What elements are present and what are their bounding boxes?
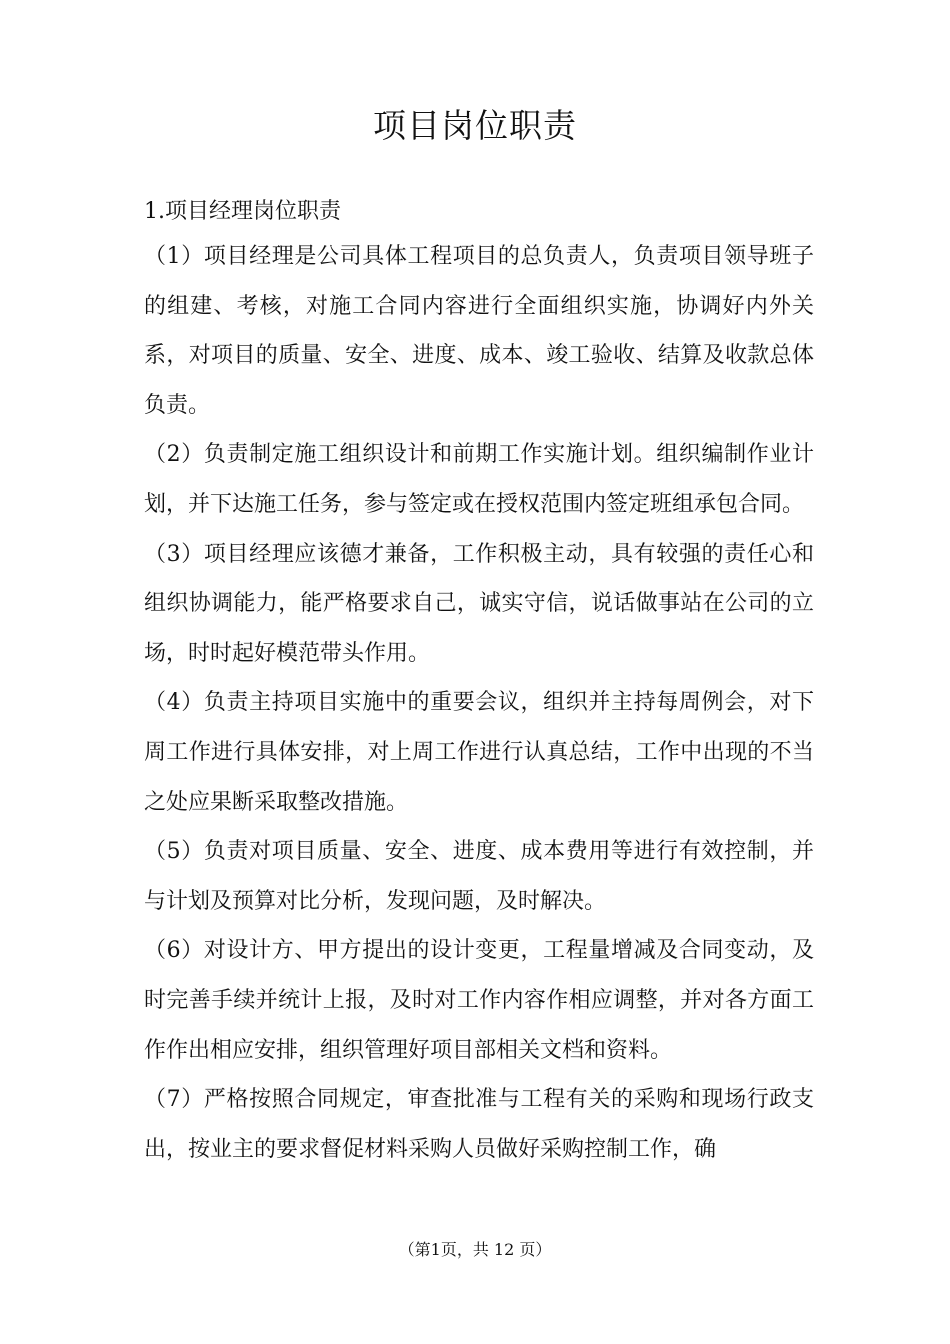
paragraph-2: （2）负责制定施工组织设计和前期工作实施计划。组织编制作业计划，并下达施工任务，参与签定或在授权范围内签定班组承包合同。: [144, 442, 814, 517]
paragraph-7: （7）严格按照合同规定，审查批准与工程有关的采购和现场行政支出，按业主的要求督促材料采购人员做好采购控制工作，确: [144, 1087, 814, 1162]
paragraph-4: （4）负责主持项目实施中的重要会议，组织并主持每周例会，对下周工作进行具体安排，对上周工作进行认真总结，工作中出现的不当之处应果断采取整改措施。: [144, 690, 814, 815]
paragraph-6: （6）对设计方、甲方提出的设计变更，工程量增减及合同变动，及时完善手续并统计上报，及时对工作内容作相应调整，并对各方面工作作出相应安排，组织管理好项目部相关文档和资料。: [144, 938, 814, 1063]
section-heading: 1.项目经理岗位职责: [144, 199, 341, 224]
paragraph-3: （3）项目经理应该德才兼备，工作积极主动，具有较强的责任心和组织协调能力，能严格要求自己，诚实守信，说话做事站在公司的立场，时时起好模范带头作用。: [144, 541, 814, 666]
paragraph-5: （5）负责对项目质量、安全、进度、成本费用等进行有效控制，并与计划及预算对比分析，发现问题，及时解决。: [144, 839, 814, 914]
paragraph-1: （1）项目经理是公司具体工程项目的总负责人，负责项目领导班子的组建、考核，对施工合同内容进行全面组织实施，协调好内外关系，对项目的质量、安全、进度、成本、竣工验收、结算及收款总体负责。: [144, 244, 814, 418]
page-title: 项目岗位职责: [373, 106, 577, 145]
document-body: [144, 192, 814, 1174]
page-footer: （第1页，共 12 页）: [398, 1240, 552, 1259]
